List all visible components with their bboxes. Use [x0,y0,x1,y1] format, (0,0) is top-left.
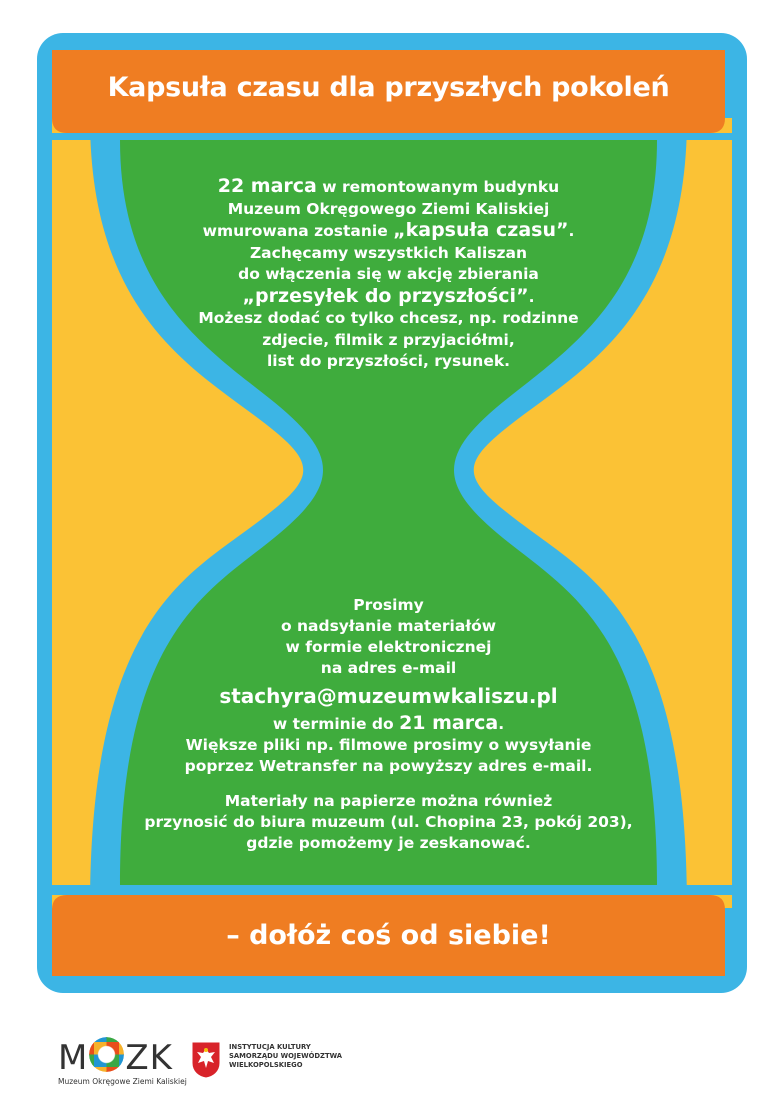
text-line: do włączenia się w akcję zbierania [238,265,539,283]
text-line: w terminie do 21 marca. [272,712,505,734]
text-line: gdzie pomożemy je zeskanować. [246,834,531,852]
submission-text [0,595,777,854]
text-line: Zachęcamy wszystkich Kaliszan [249,243,528,262]
mozk-ring-icon [89,1037,124,1072]
page-title: Kapsuła czasu dla przyszłych pokoleń [107,72,670,103]
text-line: „przesyłek do przyszłości”. [242,284,535,307]
email-address: stachyra@muzeumwkaliszu.pl [219,684,558,708]
text-line: Prosimy [353,596,424,614]
invitation-text [0,176,777,373]
capsule-quote: „kapsuła czasu” [393,219,569,241]
deadline-date: 21 marca [399,712,499,734]
text-line: Możesz dodać co tylko chcesz, np. rodzinne [198,309,579,327]
text-line: 22 marca w remontowanym budynku [217,175,560,197]
text-line: wmurowana zostanie „kapsuła czasu”. [202,219,575,241]
institution-label: INSTYTUCJA KULTURY SAMORZĄDU WOJEWÓDZTWA WIELKOPOLSKIEGO [229,1043,343,1069]
event-date: 22 marca [217,175,317,197]
slogan: – dołóż coś od siebie! [226,920,551,951]
mozk-wordmark: M ZK [58,1038,173,1078]
text-line: Większe pliki np. filmowe prosimy o wysyłanie [185,736,592,754]
museum-name: Muzeum Okręgowe Ziemi Kaliskiej [58,1077,187,1086]
text-line: przynosić do biura muzeum (ul. Chopina 23, pokój 203), [144,813,633,831]
text-line: list do przyszłości, rysunek. [266,352,511,370]
text-line: Muzeum Okręgowego Ziemi Kaliskiej [227,199,550,218]
text-line: Materiały na papierze można również [224,792,553,810]
text-line: w formie elektronicznej [285,638,492,656]
text-line: o nadsyłanie materiałów [280,617,497,635]
text-line: na adres e-mail [320,659,457,677]
parcels-quote: „przesyłek do przyszłości” [242,284,529,307]
text-line: zdjecie, filmik z przyjaciółmi, [262,330,515,349]
eagle-crest-icon [191,1041,221,1079]
text-line: poprzez Wetransfer na powyższy adres e-mail. [184,757,593,775]
